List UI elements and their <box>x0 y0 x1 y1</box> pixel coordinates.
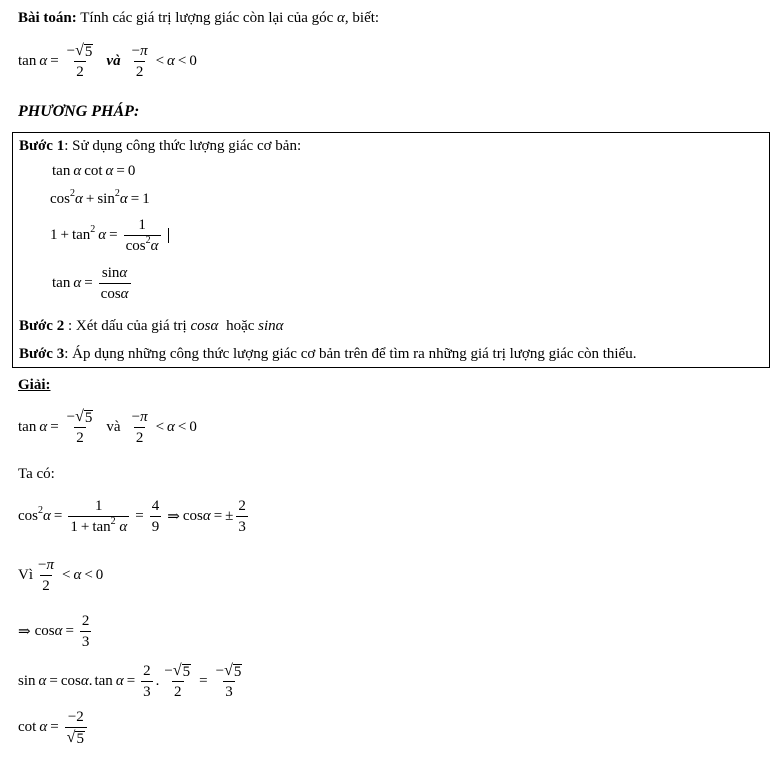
problem-condition: tan α = − √ 5 2 và $\frac{-\pi}{2}$ < α < 0 <box>18 42 197 80</box>
solution-sin-value: sin α = cos α . tan α = $\frac{2}{3}$ . − √ 5 2 = − √ 5 3 <box>18 662 242 700</box>
problem-label: Bài toán: <box>18 10 77 26</box>
method-title: PHƯƠNG PHÁP: <box>18 103 140 120</box>
problem-connector: và <box>106 53 121 69</box>
step1 <box>19 138 301 155</box>
step2-label: Bước 2 <box>19 318 65 334</box>
solution-title: Giải: <box>18 377 51 393</box>
step2-or: hoặc <box>226 318 255 334</box>
formula-tan-def: tan α = $\frac{\sin\alpha}{\cos\alpha}$ <box>52 265 129 302</box>
problem-statement <box>18 10 379 27</box>
step1-label: Bước 1 <box>19 138 65 154</box>
step2-text: : Xét dấu của giá trị <box>67 318 187 334</box>
step3-label: Bước 3 <box>19 346 65 362</box>
step1-text: : Sử dụng công thức lượng giác cơ bản: <box>64 138 302 154</box>
formula-tan-cot: tan α cot α = 0 <box>52 163 136 179</box>
step2-cos: cosα <box>190 318 219 334</box>
solution-since: Vì $\frac{-\pi}{2}$ < α < 0 <box>18 557 104 594</box>
problem-suffix: , biết: <box>344 10 380 26</box>
solution-connector: và <box>106 419 121 435</box>
problem-text: Tính các giá trị lượng giác còn lại của góc <box>80 10 334 26</box>
solution-cos-squared: $\cos^2$ α = $\frac{1}{1 + \tan^2 \alpha}$ = $\frac{4}{9}$ ⇒ cos α = ± $\frac{2}{3}$ <box>18 498 246 535</box>
text-cursor <box>168 228 169 243</box>
step3-text: : Áp dụng những công thức lượng giác cơ bản trên để tìm ra những giá trị lượng giác còn thiếu. <box>64 346 637 362</box>
step2 <box>19 318 284 335</box>
formula-pythagorean: $\cos^2$ α + $\sin^2$ α = 1 <box>50 188 150 207</box>
step3 <box>19 346 636 363</box>
solution-vi: Vì <box>18 567 33 583</box>
solution-given: tan α = − √ 5 2 và $\frac{-\pi}{2}$ < α < 0 <box>18 408 197 446</box>
solution-ta-co: Ta có: <box>18 466 55 482</box>
solution-cos-value: ⇒ cos α = $\frac{2}{3}$ <box>18 613 90 650</box>
solution-cot-value: cot α = −2 √ 5 <box>18 708 90 747</box>
formula-sec: 1 + $\tan^2$ α = $\frac{1}{\cos^2\alpha}$ <box>50 216 169 255</box>
step2-sin: sinα <box>258 318 284 334</box>
problem-alpha: α <box>337 10 345 26</box>
